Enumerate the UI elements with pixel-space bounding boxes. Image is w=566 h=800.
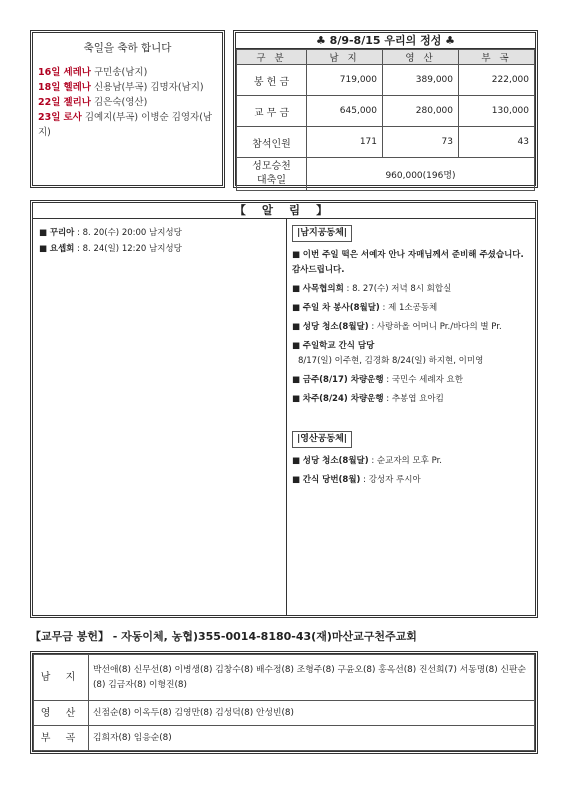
row-label: 봉 헌 금 [237,65,307,96]
table-header-row [237,50,535,65]
offering-box [233,30,538,188]
table-row [34,726,535,751]
feast-day-entry [38,95,217,110]
notice-item: ■ 성당 청소(8월달) : 순교자의 모후 Pr. [292,456,442,466]
notice-item-head: 성당 청소(8월달) [302,456,369,466]
group-label: 남 지 [34,655,89,701]
feast-people: 김예지(부곡) 이병순 김영자(남지) [38,112,213,138]
column-header: 영 산 [383,50,459,65]
table-row [237,96,535,127]
notice-right-column [287,219,535,615]
saint-name: 세레나 [63,67,91,78]
table-cell: 719,000 [307,65,383,96]
offering-table [236,49,535,191]
notice-item-head: 주일 차 봉사(8월달) [302,303,380,313]
notice-item-text: : 8. 20(수) 20:00 남지성당 [74,228,182,238]
notice-item-text: : 국민수 세례자 요한 [383,375,463,385]
notice-item: ■ 사목협의회 : 8. 27(수) 저녁 8시 회합실 [292,284,452,294]
offering-title: ♣ 8/9-8/15 우리의 정성 ♣ [236,33,535,49]
table-cell: 389,000 [383,65,459,96]
notice-item: ■ 이번 주일 떡은 서예자 안나 자매님께서 준비해 주셨습니다. 감사드립니다. [292,250,524,275]
special-value: 960,000(196명) [307,158,535,191]
notice-item-text: 이번 주일 떡은 서예자 안나 자매님께서 준비해 주셨습니다. 감사드립니다. [292,250,524,275]
section-heading: |남지공동체| [292,225,352,242]
snack-schedule: 8/17(일) 이주현, 김경화 8/24(일) 하지현, 이미영 [298,356,484,366]
notice-item: ■ 성당 청소(8월달) : 사랑하올 어머니 Pr./바다의 별 Pr. [292,322,502,332]
feast-day-box [30,30,225,188]
table-row [34,655,535,701]
table-cell: 280,000 [383,96,459,127]
feast-people: 신용남(부곡) 김명자(남지) [94,82,204,93]
feast-date: 16일 [38,67,61,78]
feast-people: 구민송(남지) [94,67,148,78]
feast-date: 23일 [38,112,61,123]
notice-item: ■ 주일학교 간식 담당 [292,341,375,351]
notice-box [30,200,538,618]
group-label: 영 산 [34,701,89,726]
saint-name: 로사 [63,112,82,123]
donors-box [30,651,538,754]
row-label [237,158,307,191]
feast-date: 22일 [38,97,61,108]
bank-account-line: 【교무금 봉헌】 - 자동이체, 농협)355-0014-8180-43(재)마산교구천주교회 [30,630,417,643]
donor-names: 신점순(8) 이옥두(8) 김영만(8) 김성덕(8) 안성빈(8) [89,701,535,726]
group-label: 부 곡 [34,726,89,751]
notice-item-head: 차주(8/24) 차량운행 [302,394,384,404]
column-header: 남 지 [307,50,383,65]
notice-item-head: 사목협의회 [302,284,344,294]
feast-day-entry [38,110,217,140]
row-label: 참석인원 [237,127,307,158]
notice-item-text: : 8. 24(일) 12:20 남지성당 [74,244,182,254]
notice-item: ■ 간식 당번(8월) : 강성자 루시아 [292,475,421,485]
table-row [237,127,535,158]
feast-day-title: 축일을 축하 합니다 [83,42,172,54]
table-row [34,701,535,726]
notice-item-text: : 제 1소공동체 [379,303,438,313]
table-row [237,158,535,191]
feast-day-entry [38,80,217,95]
notice-item-head: 금주(8/17) 차량운행 [302,375,384,385]
feast-date: 18일 [38,82,61,93]
table-cell: 222,000 [459,65,535,96]
table-cell: 645,000 [307,96,383,127]
table-cell: 43 [459,127,535,158]
notice-item-head: 주일학교 간식 담당 [302,341,375,351]
column-header: 구 분 [237,50,307,65]
notice-item: ■ 꾸리아 : 8. 20(수) 20:00 남지성당 [39,228,182,238]
notice-item-text: : 추봉엽 요아킴 [383,394,444,404]
notice-item: ■ 주일 차 봉사(8월달) : 제 1소공동체 [292,303,438,313]
notice-item-text: : 순교자의 모후 Pr. [368,456,442,466]
table-cell: 73 [383,127,459,158]
notice-item-head: 요셉회 [49,244,75,254]
notice-item: ■ 차주(8/24) 차량운행 : 추봉엽 요아킴 [292,394,444,404]
notice-item-text: : 8. 27(수) 저녁 8시 회합실 [343,284,452,294]
table-cell: 130,000 [459,96,535,127]
special-label-line: 성모승천 [252,161,291,172]
feast-day-entry [38,65,217,80]
table-cell: 171 [307,127,383,158]
notice-item-text: : 사랑하올 어머니 Pr./바다의 별 Pr. [368,322,502,332]
row-label: 교 무 금 [237,96,307,127]
special-label-line: 대축일 [257,175,286,186]
section-heading: |영산공동체| [292,431,352,448]
notice-item: ■ 요셉회 : 8. 24(일) 12:20 남지성당 [39,244,182,254]
saint-name: 젤리나 [63,97,91,108]
notice-item-text: : 강성자 루시아 [360,475,421,485]
donor-names: 박선애(8) 신무선(8) 이병생(8) 김창수(8) 배수정(8) 조형주(8) 구윤오(8) 홍옥선(8) 진선희(7) 서동명(8) 신판순(8) 김금자(8) 이형진(8) [89,655,535,701]
notice-item-head: 성당 청소(8월달) [302,322,369,332]
donor-names: 김희자(8) 임응순(8) [89,726,535,751]
saint-name: 헬레나 [63,82,91,93]
notice-left-column [33,219,287,615]
column-header: 부 곡 [459,50,535,65]
notice-item: ■ 금주(8/17) 차량운행 : 국민수 세례자 요한 [292,375,463,385]
feast-people: 김은숙(영산) [94,97,148,108]
notice-item-head: 꾸리아 [49,228,75,238]
notice-title: 【 알 림 】 [33,203,535,219]
donors-table [33,654,535,751]
notice-item-head: 간식 당번(8월) [302,475,361,485]
table-row [237,65,535,96]
